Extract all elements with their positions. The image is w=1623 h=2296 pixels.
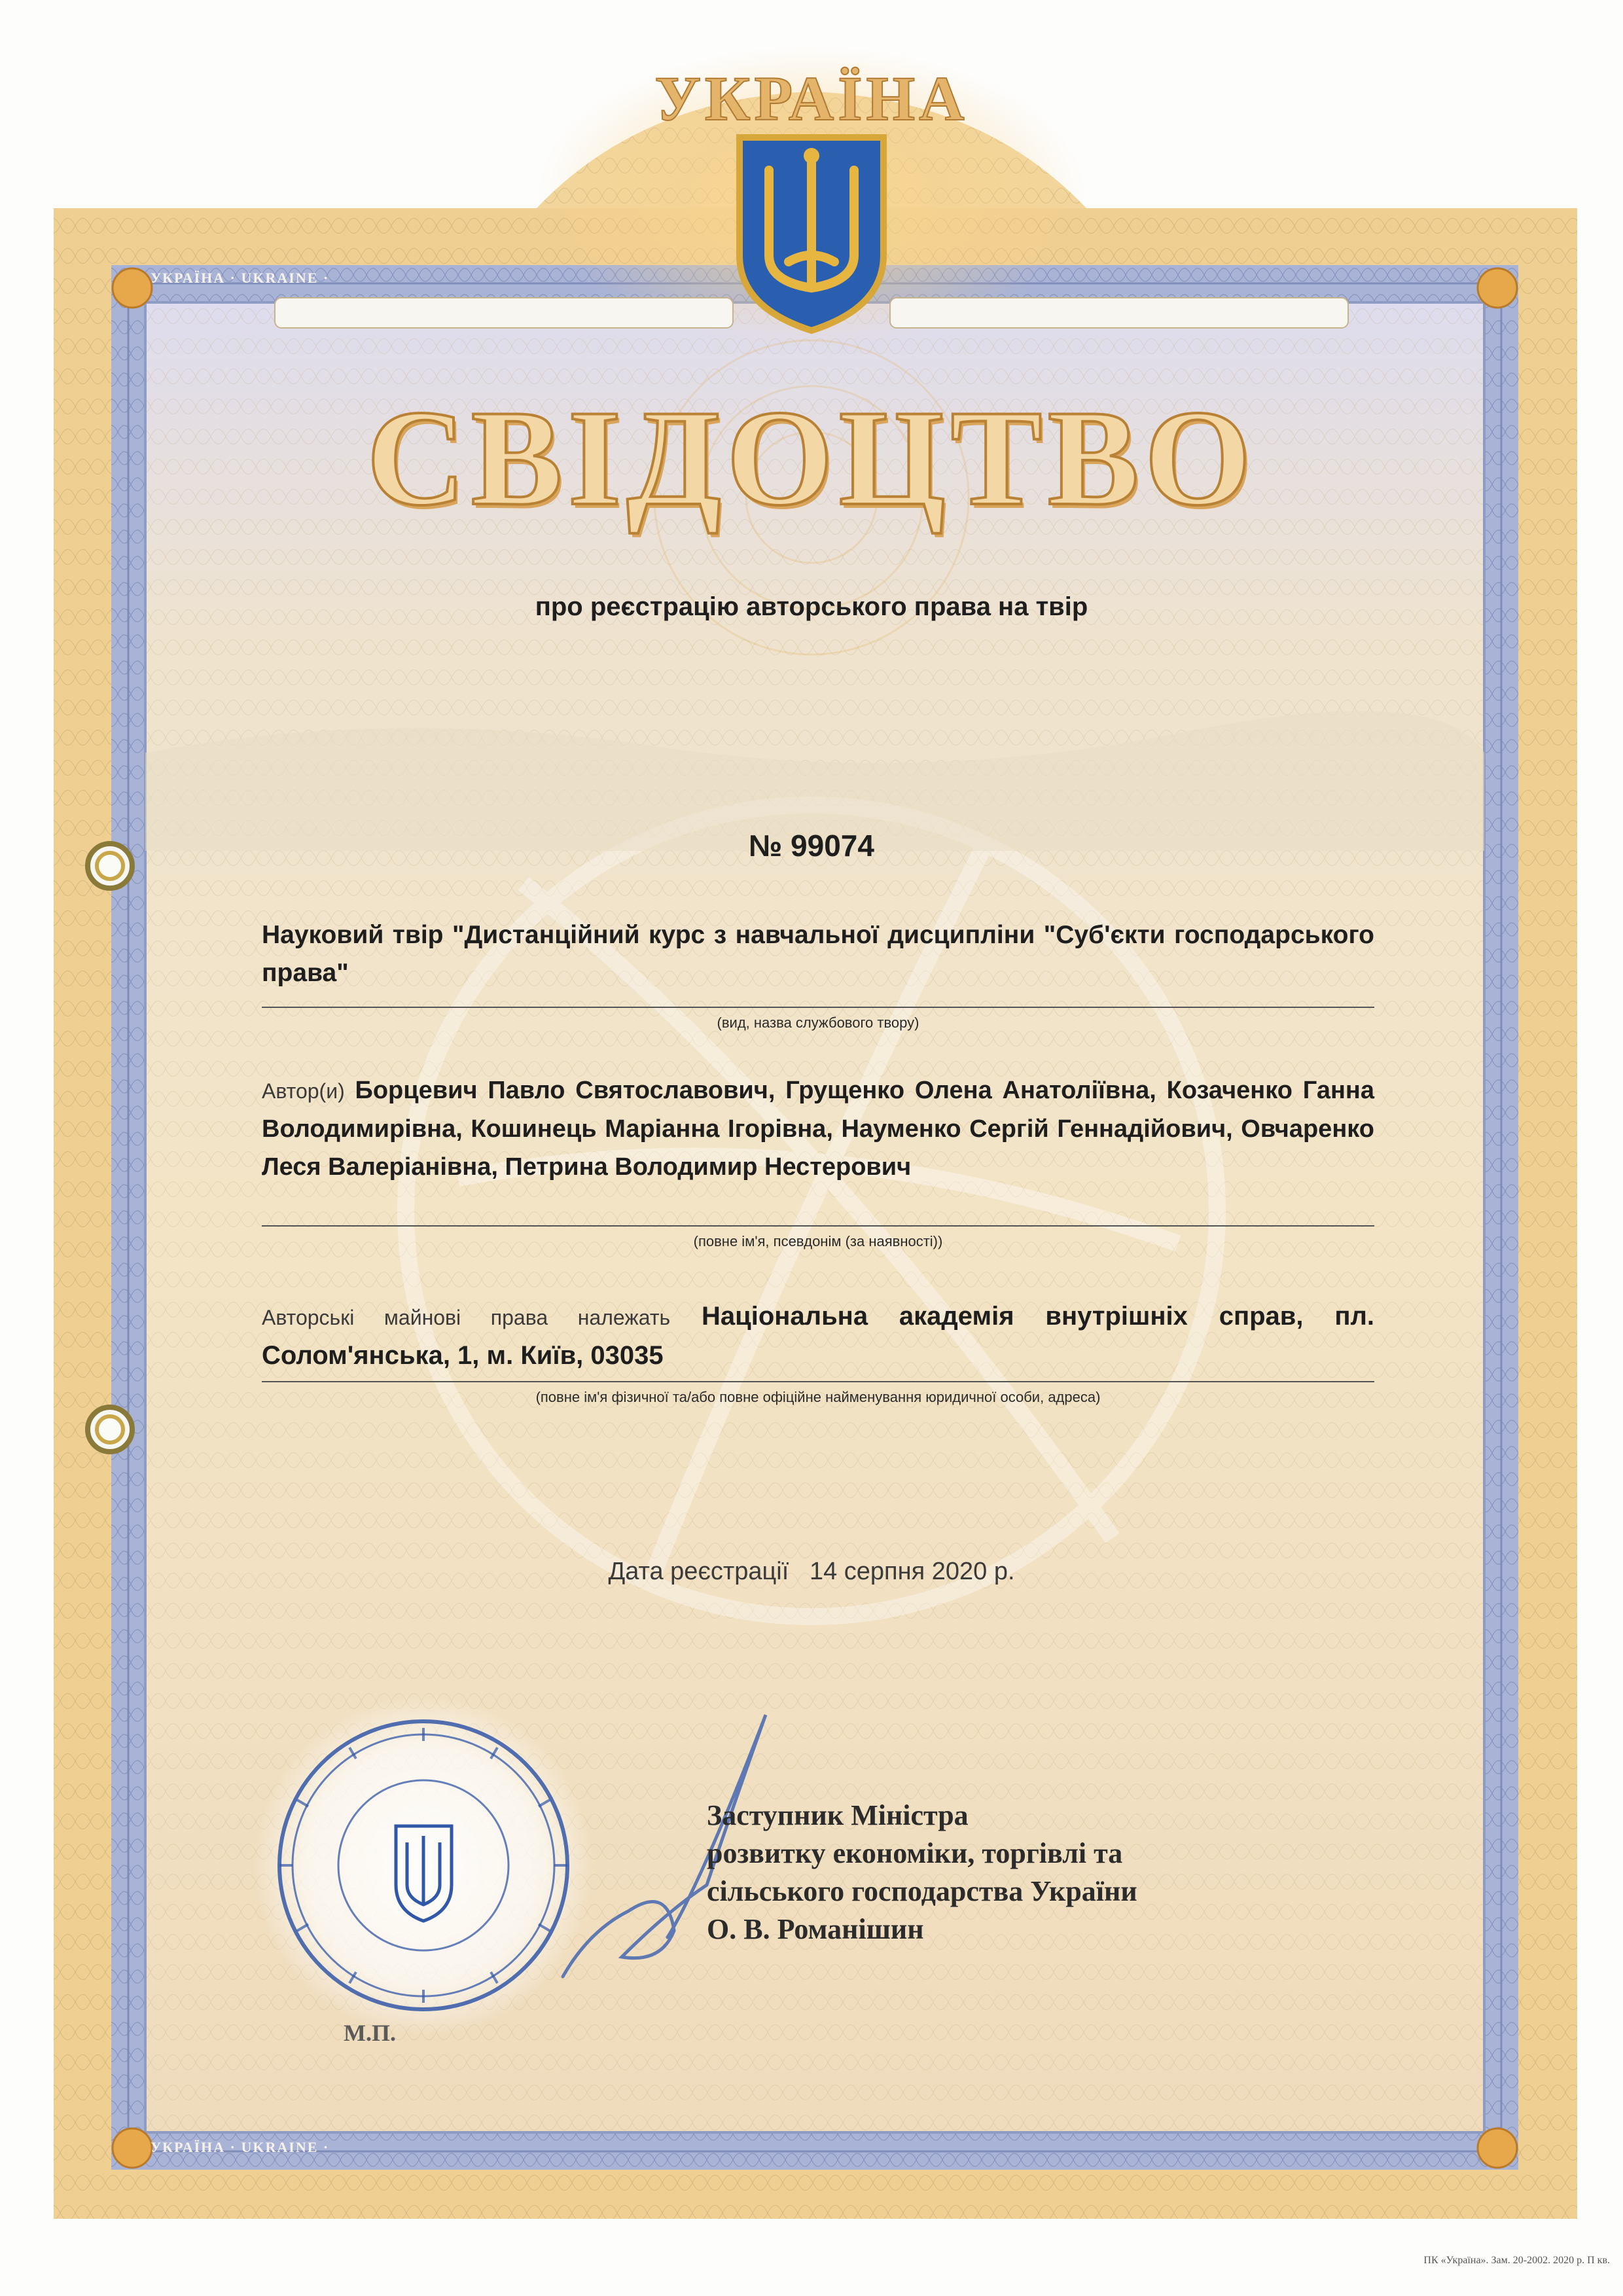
printer-imprint: ПК «Україна». Зам. 20-2002. 2020 р. П кв. <box>1423 2255 1610 2266</box>
coat-of-arms-icon <box>740 137 883 331</box>
rights-caption: (повне ім'я фізичної та/або повне офіційне найменування юридичної особи, адреса) <box>535 1389 1101 1405</box>
border-text-top: УКРАЇНА · UKRAINE · <box>151 270 330 286</box>
signatory-name: О. В. Романішин <box>707 1913 924 1945</box>
certificate-number: № 99074 <box>749 829 874 863</box>
signatory-position-2: розвитку економіки, торгівлі та <box>707 1837 1123 1869</box>
country-heading: УКРАЇНА <box>654 63 969 134</box>
work-title: Науковий твір "Дистанційний курс з навчальної дисципліни "Суб'єкти господарського права" <box>262 921 1374 987</box>
signatory-position-3: сільського господарства України <box>707 1875 1137 1907</box>
signatory-position-1: Заступник Міністра <box>707 1799 969 1831</box>
registration-date: 14 серпня 2020 р. <box>809 1558 1015 1585</box>
rights-block <box>262 1297 1374 1374</box>
registration-label: Дата реєстрації <box>608 1558 789 1585</box>
document-title: СВІДОЦТВО <box>366 382 1257 534</box>
signatory-block <box>707 1797 1361 1948</box>
stamp-label: М.П. <box>344 2020 396 2046</box>
authors-block <box>262 1071 1374 1186</box>
rights-label: Авторські майнові права належать <box>262 1306 671 1329</box>
work-caption: (вид, назва службового твору) <box>717 1014 919 1031</box>
border-text-bottom: УКРАЇНА · UKRAINE · <box>151 2139 330 2155</box>
rights-holder: Національна академія внутрішніх справ, пл. Солом'янська, 1, м. Київ, 03035 <box>262 1302 1374 1370</box>
registration-row <box>393 1558 1230 1586</box>
subtitle: про реєстрацію авторського права на твір <box>535 592 1088 621</box>
authors-caption: (повне ім'я, псевдонім (за наявності)) <box>693 1233 943 1249</box>
official-seal-stamp <box>253 1695 594 2036</box>
authors-names: Борцевич Павло Святославович, Грущенко Олена Анатоліївна, Козаченко Ганна Володимирівна, Кошинець Маріанна Ігорівна, Науменко Сергій Геннадійович, Овчаренко Леся Валеріанівна, Петрина Володимир Нестерович <box>262 1077 1375 1181</box>
authors-label: Автор(и) <box>262 1079 345 1103</box>
